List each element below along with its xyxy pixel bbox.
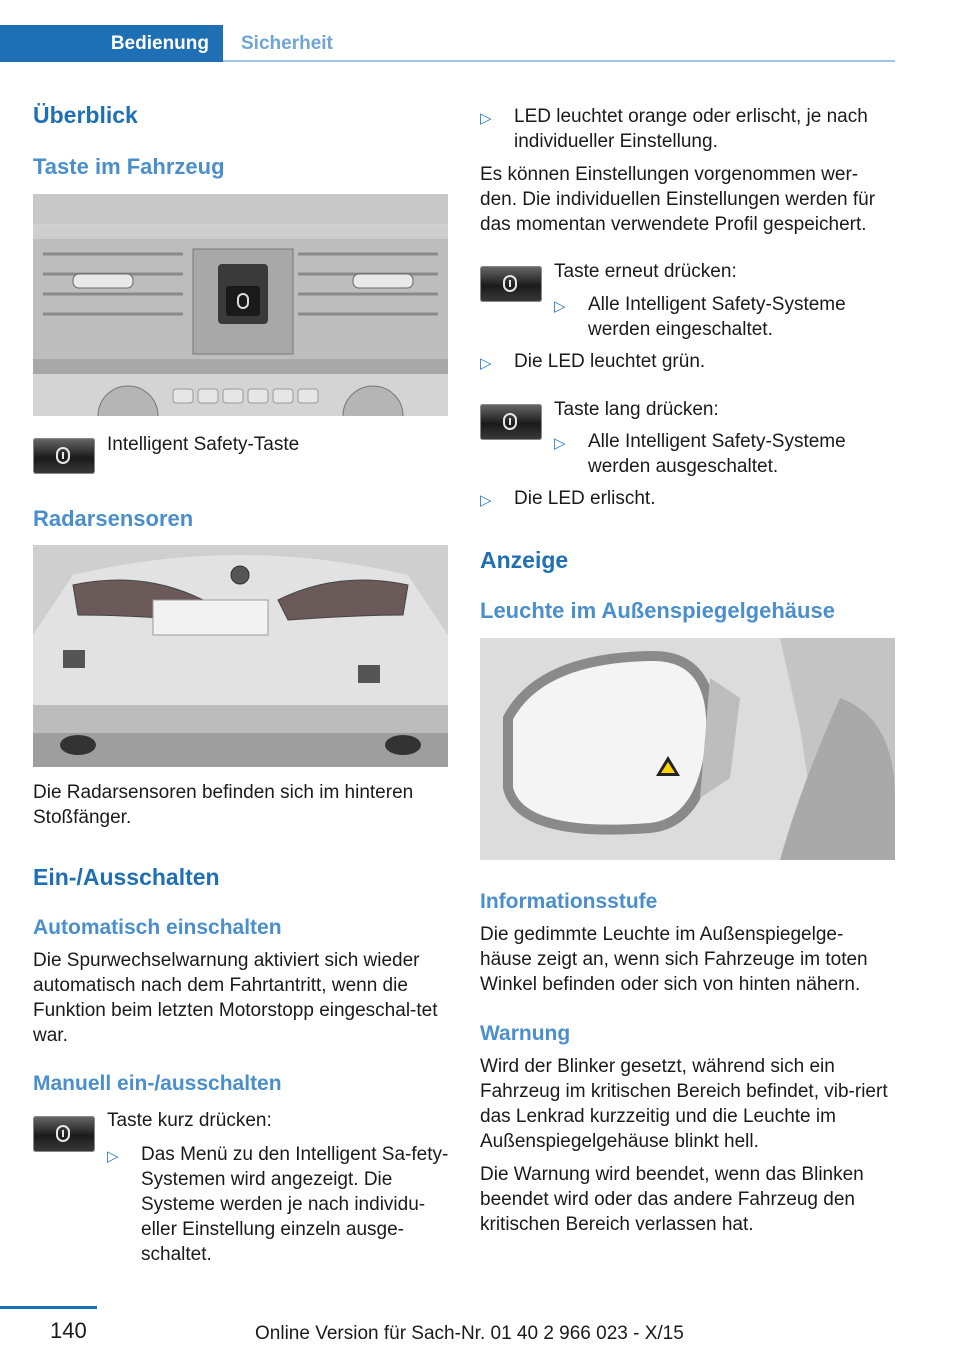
press-again-text: Taste erneut drücken: [554, 261, 737, 282]
intelligent-safety-button-icon [33, 1116, 95, 1152]
triangle-right-icon: ▷ [480, 355, 492, 372]
press-again-bullet: ▷ Alle Intelligent Safety-Systeme werden eingeschaltet. [554, 294, 846, 340]
led-orange-bullet: ▷ LED leuchtet orange oder erlischt, je nach individueller Einstellung. [480, 106, 868, 152]
heading-mirror-light: Leuchte im Außenspiegelgehäuse [480, 598, 835, 623]
heading-auto-on: Automatisch einschalten [33, 916, 282, 939]
tab-bedienung[interactable]: Bedienung [0, 25, 223, 62]
triangle-right-icon: ▷ [480, 492, 492, 509]
triangle-right-icon: ▷ [107, 1148, 119, 1165]
heading-radar-sensors: Radarsensoren [33, 506, 194, 531]
heading-button-in-vehicle: Taste im Fahrzeug [33, 154, 225, 179]
chapter-tabs [0, 25, 895, 62]
long-press-bullet: ▷ Alle Intelligent Safety-Systeme werden ausgeschaltet. [554, 431, 846, 477]
page-number: 140 [50, 1318, 87, 1343]
led-green-bullet: ▷ Die LED leuchtet grün. [480, 349, 895, 374]
intelligent-safety-button-icon [33, 438, 95, 474]
short-press-text: Taste kurz drücken: [107, 1110, 272, 1131]
long-press-text: Taste lang drücken: [554, 399, 719, 420]
dashboard-button-photo [33, 194, 448, 416]
intelligent-safety-button-icon [480, 404, 542, 440]
tab-sicherheit[interactable]: Sicherheit [223, 25, 895, 62]
triangle-right-icon: ▷ [554, 298, 566, 315]
button-caption: Intelligent Safety-Taste [107, 434, 300, 455]
short-press-bullet: ▷ Das Menü zu den Intelligent Sa‐fety-Systemen wird angezeigt. Die Systeme werden je nach individu‐eller Einstellung einzeln ausge‐schaltet. [107, 1144, 449, 1265]
radar-description: Die Radarsensoren befinden sich im hinteren Stoßfänger. [33, 782, 414, 828]
heading-manual-on-off: Manuell ein-/ausschalten [33, 1072, 282, 1095]
warning-end-text: Die Warnung wird beendet, wenn das Blinken beendet wird oder das andere Fahrzeug den kritischen Bereich verlassen hat. [480, 1164, 864, 1235]
heading-warning: Warnung [480, 1022, 571, 1045]
triangle-right-icon: ▷ [480, 110, 492, 127]
triangle-right-icon: ▷ [554, 435, 566, 452]
heading-overview: Überblick [33, 102, 138, 128]
heading-info-level: Informationsstufe [480, 890, 658, 913]
heading-on-off: Ein-/Ausschalten [33, 864, 220, 890]
info-level-text: Die gedimmte Leuchte im Außenspiegelge‐häuse zeigt an, wenn sich Fahrzeuge im toten Winkel befinden oder sich von hinten nähern. [480, 924, 868, 995]
auto-on-text: Die Spurwechselwarnung aktiviert sich wieder automatisch nach dem Fahrtantritt, wenn die Funktion beim letzten Motorstopp eingeschal‐tet war. [33, 950, 438, 1046]
warning-text: Wird der Blinker gesetzt, während sich ein Fahrzeug im kritischen Bereich befindet, vib‐riert das Lenkrad kurzzeitig und die Leuchte im Außenspiegelgehäuse blinkt hell. [480, 1056, 888, 1152]
online-version-note: Online Version für Sach-Nr. 01 40 2 966 023 - X/15 [255, 1323, 684, 1344]
footer-rule [0, 1306, 97, 1309]
rear-bumper-photo [33, 545, 448, 767]
intelligent-safety-button-icon [480, 266, 542, 302]
led-off-bullet: ▷ Die LED erlischt. [480, 486, 895, 511]
heading-display: Anzeige [480, 547, 569, 573]
side-mirror-photo [480, 638, 895, 860]
settings-text: Es können Einstellungen vorgenommen wer‐den. Die individuellen Einstellungen werden für das momentan verwendete Profil gespeichert. [480, 164, 876, 235]
